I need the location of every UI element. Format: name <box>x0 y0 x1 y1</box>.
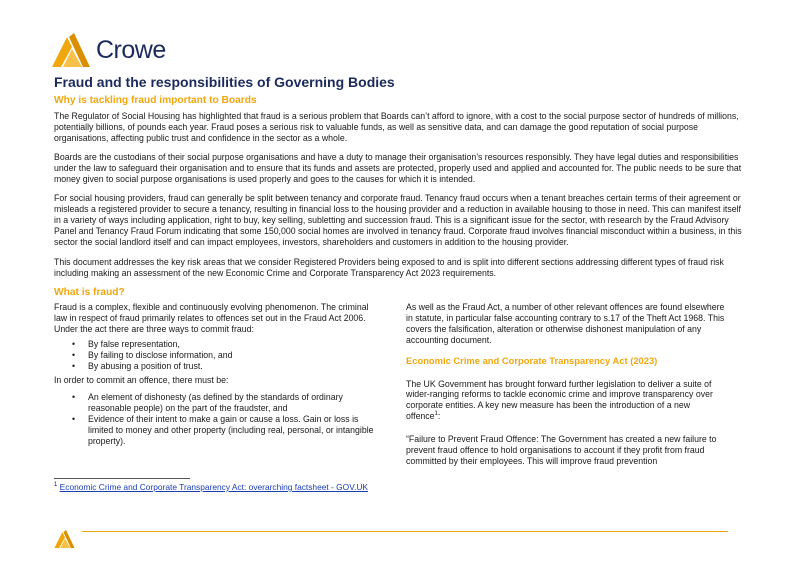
footnote <box>54 482 394 492</box>
list-item: • By false representation, <box>54 339 374 350</box>
crowe-chevron-small-icon <box>54 530 76 548</box>
ways-to-commit-list <box>54 339 374 372</box>
section-heading-why: Why is tackling fraud important to Boards <box>54 95 257 106</box>
footnote-marker: 1 <box>54 482 58 489</box>
list-item: • By abusing a position of trust. <box>54 361 374 372</box>
footnote-reference: 1 <box>434 411 438 418</box>
list-item: • Evidence of their intent to make a gain or cause a loss. Gain or loss is limited to money and other property (including real, personal, or intangible property). <box>54 414 374 447</box>
section-heading-what-is-fraud: What is fraud? <box>54 287 125 298</box>
brand-name: Crowe <box>96 35 166 64</box>
fraud-intro: Fraud is a complex, flexible and continuously evolving phenomenon. The criminal law in respect of fraud primarily relates to offences set out in the Fraud Act 2006. Under the act there are three ways to commit fraud: <box>54 302 369 334</box>
paragraph-tenancy-fraud: For social housing providers, fraud can generally be split between tenancy and corporate fraud. Tenancy fraud occurs when a tenant breaches certain terms of their agreement or misleads a registered provider to secure a tenancy, resulting in financial loss to the housing provider and a reduction in available housing to those in need. This can manifest itself in a variety of ways including application, right to buy, key selling, subletting and succession fraud. This is a significant issue for the sector, with research by the Fraud Advisory Panel and Tenancy Fraud Forum indicating that some 150,000 social homes are involved in tenancy fraud. Corporate fraud involves financial misconduct within a business, in this sector the social landlord itself and can impact employees, investors, shareholders and customers in addition to the housing provider. <box>54 193 742 247</box>
paragraph-boards: Boards are the custodians of their social purpose organisations and have a duty to manage their organisation’s resources responsibly. They have legal duties and responsibilities under the law to safeguard their organisation and to ensure that its funds and assets are protected, properly used and applied and accounted for. The public needs to be sure that money given to social purpose organisations is used properly and goes to the causes for which it is intended. <box>54 152 742 184</box>
footer-divider <box>82 531 728 532</box>
factsheet-link[interactable]: Economic Crime and Corporate Transparency Act: overarching factsheet - GOV.UK <box>59 482 368 492</box>
list-item: • An element of dishonesty (as defined by the standards of ordinary reasonable people) on the part of the fraudster, and <box>54 392 374 414</box>
right-column <box>406 302 726 467</box>
offence-intro: In order to commit an offence, there must be: <box>54 375 229 386</box>
uk-government-paragraph <box>406 379 726 423</box>
footnote-divider <box>54 478 190 479</box>
fraud-act-paragraph: As well as the Fraud Act, a number of other relevant offences are found elsewhere in statute, in particular false accounting contrary to s.17 of the Theft Act 1968. This covers the falsification, alteration or otherwise dishonest manipulation of any accounting document. <box>406 302 725 345</box>
left-column <box>54 302 374 451</box>
crowe-chevron-logo-icon <box>52 33 92 67</box>
paragraph-document-scope: This document addresses the key risk areas that we consider Registered Providers being exposed to and is split into different sections addressing different types of fraud risk including making an assessment of the new Economic Crime and Corporate Transparency Act 2023 requirements. <box>54 257 724 278</box>
uk-government-text: The UK Government has brought forward further legislation to deliver a suite of wider-ranging reforms to tackle economic crime and improve transparency over corporate entities. A key new measure has been the introduction of a new offence <box>406 378 713 422</box>
crowe-logo <box>52 32 166 68</box>
ecct-act-heading: Economic Crime and Corporate Transparency Act (2023) <box>406 354 658 366</box>
uk-government-text-end: : <box>437 411 441 422</box>
footer-logo <box>54 530 76 553</box>
offence-conditions-list <box>54 392 374 447</box>
paragraph-regulator: The Regulator of Social Housing has highlighted that fraud is a serious problem that Boards can’t afford to ignore, with a cost to the social purpose sector of hundreds of millions, potentially billions, of pounds each year. Fraud poses a serious risk to valuable funds, as well as sensitive data, and can damage the good reputation of social purpose organisations, affecting public trust and confidence in the sector as a whole. <box>54 111 739 143</box>
failure-to-prevent-quote: “Failure to Prevent Fraud Offence: The Government has created a new failure to prevent fraud offence to hold organisations to account if they profit from fraud committed by their employees. This will improve fraud prevention <box>406 434 717 466</box>
list-item: • By failing to disclose information, and <box>54 350 374 361</box>
page-title: Fraud and the responsibilities of Governing Bodies <box>54 74 395 90</box>
